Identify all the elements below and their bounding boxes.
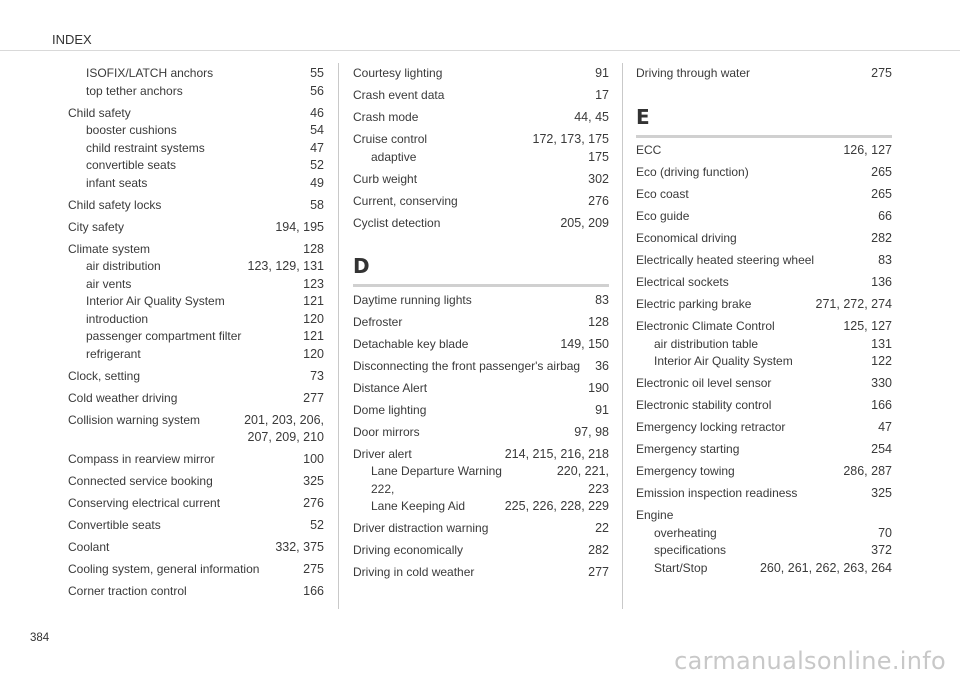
- page-reference[interactable]: 47: [310, 140, 324, 155]
- index-term: Driving through water: [636, 66, 751, 80]
- index-term: City safety: [68, 219, 125, 234]
- index-entry: [353, 542, 609, 560]
- index-entry: [636, 142, 892, 160]
- index-term: Electrically heated steering wheel: [636, 253, 815, 267]
- index-term: Emergency starting: [636, 442, 740, 456]
- index-term: Eco coast: [636, 187, 689, 201]
- index-entry: [68, 197, 324, 215]
- page-reference[interactable]: 201, 203, 206,: [244, 412, 324, 427]
- page-reference[interactable]: 282: [588, 543, 609, 557]
- index-term: Lane Departure Warning: [371, 464, 502, 478]
- page-reference[interactable]: 277: [588, 565, 609, 579]
- column-divider: [338, 63, 339, 609]
- watermark: carmanualsonline.info: [674, 647, 946, 675]
- index-entry: [636, 375, 892, 393]
- page-reference[interactable]: 66: [878, 209, 892, 223]
- index-term: Daytime running lights: [353, 292, 472, 307]
- index-entry: [353, 131, 609, 149]
- index-entry: [636, 164, 892, 182]
- index-term: Interior Air Quality System: [86, 294, 225, 308]
- index-entry: [353, 292, 609, 310]
- index-entry: [68, 517, 324, 535]
- index-term: Curb weight: [353, 171, 418, 186]
- index-term: refrigerant: [86, 346, 141, 361]
- page-reference[interactable]: 166: [871, 398, 892, 412]
- index-entry: [68, 583, 324, 601]
- index-subentry: [68, 65, 324, 83]
- index-entry: [636, 65, 892, 83]
- page-reference[interactable]: 44, 45: [574, 110, 609, 124]
- index-entry: [68, 368, 324, 386]
- page-reference[interactable]: 276: [588, 193, 609, 208]
- index-entry: [353, 193, 609, 211]
- index-entry: [68, 451, 324, 469]
- index-subentry: [68, 140, 324, 158]
- index-entry: [68, 241, 324, 259]
- page-reference[interactable]: 190: [588, 380, 609, 395]
- page-reference[interactable]: 265: [871, 165, 892, 179]
- index-term: Conserving electrical current: [68, 496, 221, 510]
- index-term: Driver distraction warning: [353, 521, 489, 535]
- page-reference[interactable]: 286, 287: [843, 464, 892, 478]
- page-reference[interactable]: 83: [595, 292, 609, 307]
- page-reference[interactable]: 54: [310, 123, 324, 137]
- index-entry: [353, 314, 609, 332]
- index-entry: [636, 252, 892, 270]
- index-entry: [636, 397, 892, 415]
- index-term: Distance Alert: [353, 380, 428, 395]
- page-reference[interactable]: 128: [303, 241, 324, 256]
- page-reference[interactable]: 325: [303, 474, 324, 488]
- page-reference[interactable]: 271, 272, 274: [815, 297, 892, 311]
- index-entry: [353, 380, 609, 398]
- page-reference[interactable]: 131: [871, 336, 892, 351]
- index-term: Lane Keeping Aid: [371, 499, 466, 513]
- index-subentry: [636, 336, 892, 354]
- index-subentry: [636, 560, 892, 578]
- page-reference[interactable]: 332, 375: [275, 540, 324, 554]
- page-reference[interactable]: 52: [310, 518, 324, 532]
- index-term: Dome lighting: [353, 402, 427, 417]
- index-term: 222,: [371, 481, 395, 496]
- page-reference[interactable]: 97, 98: [574, 424, 609, 439]
- index-term: introduction: [86, 311, 149, 326]
- page-reference[interactable]: 17: [595, 88, 609, 102]
- index-term: booster cushions: [86, 123, 177, 137]
- page-reference[interactable]: 91: [595, 402, 609, 417]
- index-term: Compass in rearview mirror: [68, 452, 215, 466]
- index-subentry: [353, 481, 609, 499]
- index-entry: [636, 296, 892, 314]
- index-entry: [353, 446, 609, 464]
- page-reference[interactable]: 302: [588, 171, 609, 186]
- index-term: Disconnecting the front passenger's airbag: [353, 358, 581, 373]
- page-reference[interactable]: 172, 173, 175: [532, 132, 609, 146]
- index-entry: [636, 318, 892, 336]
- index-subentry: [68, 276, 324, 294]
- index-entry: [636, 441, 892, 459]
- index-entry: [353, 215, 609, 233]
- index-term: Cyclist detection: [353, 215, 441, 230]
- index-subentry: [68, 293, 324, 311]
- page-reference[interactable]: 275: [303, 562, 324, 576]
- page-header: [0, 0, 960, 51]
- index-term: Coolant: [68, 540, 110, 554]
- page-reference[interactable]: 166: [303, 584, 324, 598]
- index-entry: [68, 219, 324, 237]
- page-title: INDEX: [52, 32, 92, 47]
- page-reference[interactable]: 128: [588, 314, 609, 329]
- index-term: Crash mode: [353, 110, 419, 124]
- page-reference[interactable]: 56: [310, 83, 324, 98]
- index-term: Electronic Climate Control: [636, 319, 775, 333]
- index-entry: [353, 402, 609, 420]
- page-reference[interactable]: 330: [871, 376, 892, 390]
- index-entry: [353, 87, 609, 105]
- index-entry: [636, 507, 892, 525]
- index-entry: [68, 390, 324, 408]
- index-term: Emergency towing: [636, 464, 735, 478]
- index-term: passenger compartment filter: [86, 329, 242, 343]
- page-reference[interactable]: 122: [871, 354, 892, 368]
- index-subentry: [353, 498, 609, 516]
- page-reference[interactable]: 372: [871, 543, 892, 557]
- page-reference[interactable]: 125, 127: [843, 319, 892, 333]
- page-reference[interactable]: 325: [871, 486, 892, 500]
- index-entry: [636, 186, 892, 204]
- page-reference[interactable]: 282: [871, 231, 892, 245]
- index-entry: [68, 473, 324, 491]
- index-term: Defroster: [353, 314, 403, 329]
- page-reference[interactable]: 83: [878, 253, 892, 267]
- index-term: adaptive: [371, 149, 417, 164]
- index-subentry: [68, 346, 324, 364]
- page-reference[interactable]: 70: [878, 525, 892, 540]
- index-entry: [353, 171, 609, 189]
- index-subentry: [636, 353, 892, 371]
- index-term: Eco guide: [636, 209, 690, 223]
- index-term: Convertible seats: [68, 518, 161, 532]
- index-column-3: [636, 63, 892, 577]
- index-term: Driving economically: [353, 543, 464, 557]
- index-entry: [68, 495, 324, 513]
- page-reference[interactable]: 194, 195: [275, 219, 324, 234]
- index-term: ISOFIX/LATCH anchors: [86, 66, 214, 80]
- index-entry: [68, 561, 324, 579]
- page-reference[interactable]: 123, 129, 131: [247, 259, 324, 273]
- page-reference[interactable]: 47: [878, 420, 892, 434]
- page-reference[interactable]: 126, 127: [843, 143, 892, 157]
- index-term: Emergency locking retractor: [636, 420, 786, 434]
- index-term: Emission inspection readiness: [636, 486, 798, 500]
- page-reference[interactable]: 205, 209: [560, 215, 609, 230]
- index-term: Driver alert: [353, 446, 412, 461]
- index-entry: [353, 424, 609, 442]
- index-entry: [636, 485, 892, 503]
- index-term: child restraint systems: [86, 140, 205, 155]
- index-term: overheating: [654, 525, 717, 540]
- index-column-2: [353, 63, 609, 582]
- page-reference[interactable]: 276: [303, 496, 324, 510]
- page-reference[interactable]: 214, 215, 216, 218: [504, 446, 609, 461]
- page-reference[interactable]: 123: [303, 276, 324, 291]
- page-reference[interactable]: 277: [303, 390, 324, 405]
- page-reference[interactable]: 22: [595, 521, 609, 535]
- index-subentry: [68, 157, 324, 175]
- section-rule: [636, 135, 892, 138]
- page-reference[interactable]: 260, 261, 262, 263, 264: [759, 560, 892, 575]
- page-reference[interactable]: 100: [303, 452, 324, 466]
- index-term: Start/Stop: [654, 560, 708, 575]
- index-entry: [636, 274, 892, 292]
- page-reference[interactable]: 207, 209, 210: [247, 430, 324, 444]
- index-entry: [353, 65, 609, 83]
- index-term: Detachable key blade: [353, 336, 469, 351]
- page-reference[interactable]: 49: [310, 175, 324, 190]
- page-reference[interactable]: 58: [310, 197, 324, 212]
- page-reference[interactable]: 223: [588, 481, 609, 496]
- page-reference[interactable]: 91: [595, 66, 609, 80]
- section-letter: D: [353, 254, 370, 278]
- page-number: 384: [30, 632, 50, 644]
- index-subentry: [68, 122, 324, 140]
- index-term: infant seats: [86, 175, 148, 190]
- page-reference[interactable]: 225, 226, 228, 229: [504, 499, 609, 513]
- index-subentry: [636, 525, 892, 543]
- page-reference[interactable]: 149, 150: [560, 336, 609, 351]
- page-reference[interactable]: 220, 221,: [556, 464, 609, 478]
- index-entry: [353, 520, 609, 538]
- index-subentry: [68, 175, 324, 193]
- index-entry: [353, 109, 609, 127]
- index-entry: [68, 539, 324, 557]
- index-subentry: [68, 258, 324, 276]
- index-term: air vents: [86, 276, 132, 291]
- index-term: Corner traction control: [68, 584, 187, 598]
- index-term: Collision warning system: [68, 412, 201, 427]
- index-entry: [636, 208, 892, 226]
- index-term: Electric parking brake: [636, 297, 752, 311]
- page-reference[interactable]: 120: [303, 311, 324, 326]
- page-reference[interactable]: 46: [310, 105, 324, 120]
- index-term: Cooling system, general information: [68, 562, 260, 576]
- column-divider: [622, 63, 623, 609]
- index-term: air distribution table: [654, 336, 759, 351]
- index-subentry: [353, 463, 609, 481]
- index-entry: [353, 358, 609, 376]
- page-reference[interactable]: 254: [871, 442, 892, 456]
- section-rule: [353, 284, 609, 287]
- index-term: Engine: [636, 508, 674, 522]
- page-reference[interactable]: 175: [588, 149, 609, 164]
- index-term: Connected service booking: [68, 474, 213, 488]
- page-reference[interactable]: 36: [595, 358, 609, 373]
- index-subentry: [68, 83, 324, 101]
- index-subentry: [68, 311, 324, 329]
- index-term: Cruise control: [353, 132, 428, 146]
- index-term: Clock, setting: [68, 368, 141, 383]
- index-entry: [636, 463, 892, 481]
- index-term: top tether anchors: [86, 83, 183, 98]
- index-term: Electrical sockets: [636, 275, 729, 289]
- page-reference[interactable]: 120: [303, 346, 324, 361]
- index-entry: [68, 105, 324, 123]
- index-entry: [636, 230, 892, 248]
- index-subentry: [68, 328, 324, 346]
- index-term: Eco (driving function): [636, 165, 749, 179]
- index-subentry: [353, 149, 609, 167]
- index-term: Child safety: [68, 105, 131, 120]
- index-term: Child safety locks: [68, 197, 162, 212]
- page-reference[interactable]: 275: [871, 66, 892, 80]
- index-term: convertible seats: [86, 158, 177, 172]
- index-term: Cold weather driving: [68, 390, 178, 405]
- index-term: Climate system: [68, 241, 151, 256]
- index-term: ECC: [636, 143, 662, 157]
- index-term: Economical driving: [636, 231, 737, 245]
- page-reference[interactable]: 121: [303, 329, 324, 343]
- index-term: specifications: [654, 543, 727, 557]
- index-term: Courtesy lighting: [353, 66, 443, 80]
- index-entry: [68, 412, 324, 447]
- index-term: Crash event data: [353, 88, 445, 102]
- index-term: Electronic oil level sensor: [636, 376, 772, 390]
- index-entry: [636, 419, 892, 437]
- page-reference[interactable]: 73: [310, 368, 324, 383]
- page-reference[interactable]: 55: [310, 66, 324, 80]
- page-reference[interactable]: 136: [871, 275, 892, 289]
- index-term: Door mirrors: [353, 424, 420, 439]
- index-entry: [353, 336, 609, 354]
- index-entry: [353, 564, 609, 582]
- page-reference[interactable]: 52: [310, 158, 324, 172]
- page-reference[interactable]: 121: [303, 294, 324, 308]
- index-term: Current, conserving: [353, 193, 458, 208]
- index-column-1: [68, 63, 324, 601]
- page-reference[interactable]: 265: [871, 187, 892, 201]
- section-letter: E: [636, 104, 650, 129]
- index-term: Electronic stability control: [636, 398, 772, 412]
- index-term: Interior Air Quality System: [654, 354, 793, 368]
- index-term: air distribution: [86, 259, 161, 273]
- index-subentry: [636, 542, 892, 560]
- index-term: Driving in cold weather: [353, 565, 475, 579]
